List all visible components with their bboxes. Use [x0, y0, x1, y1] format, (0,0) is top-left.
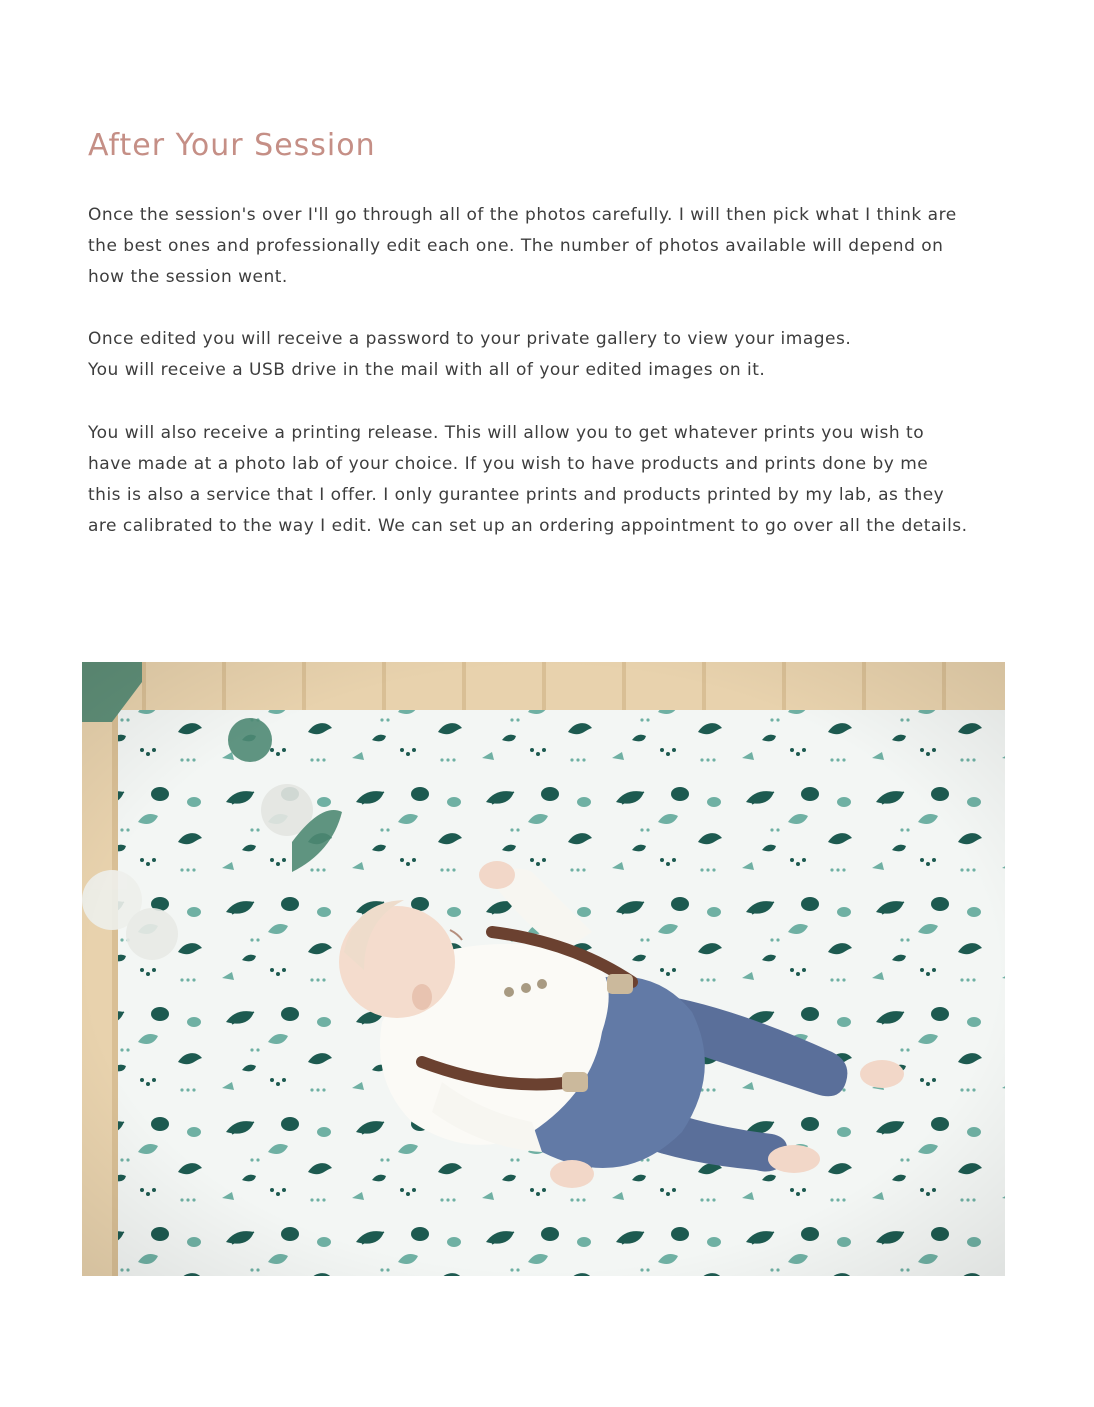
photo-illustration — [82, 662, 1005, 1276]
text-line: are calibrated to the way I edit. We can set up an ordering appointment to go over all the details. — [88, 516, 968, 536]
text-line: You will receive a USB drive in the mail with all of your edited images on it. — [88, 360, 766, 380]
paragraph-printing-release — [88, 418, 1028, 542]
baby-in-crib-photo — [82, 662, 1005, 1276]
text-line: the best ones and professionally edit each one. The number of photos available will depend on — [88, 236, 944, 256]
text-line: You will also receive a printing release. This will allow you to get whatever prints you wish to — [88, 423, 925, 443]
paragraph-session-editing — [88, 200, 1028, 293]
text-line: Once edited you will receive a password to your private gallery to view your images. — [88, 329, 852, 349]
paragraph-gallery-delivery — [88, 324, 1028, 386]
page-title: After Your Session — [88, 128, 376, 163]
text-line: this is also a service that I offer. I only gurantee prints and products printed by my lab, as they — [88, 485, 945, 505]
text-line: how the session went. — [88, 267, 288, 287]
text-line: have made at a photo lab of your choice. If you wish to have products and prints done by me — [88, 454, 929, 474]
text-line: Once the session's over I'll go through all of the photos carefully. I will then pick what I think are — [88, 205, 957, 225]
